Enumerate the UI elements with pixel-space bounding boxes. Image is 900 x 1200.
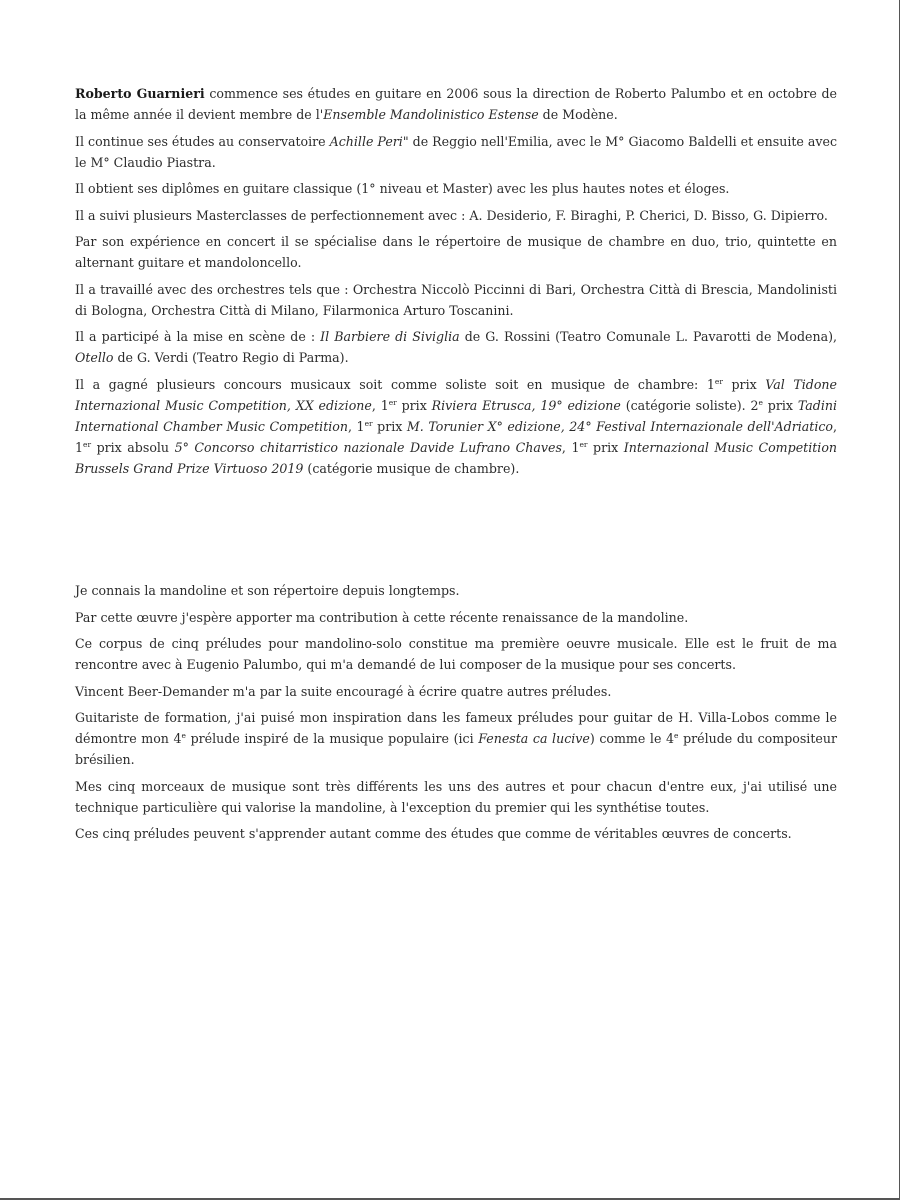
bio-paragraph-7: Il a participé à la mise en scène de : Il Barbiere di Siviglia de G. Rossini (Teatro Comunale L. Pavarotti de Modena), Otello de G. Verdi (Teatro Regio di Parma). xyxy=(75,329,837,365)
competition-name: 5° Concorso chitarristico nazionale Davide Lufrano Chaves xyxy=(174,439,562,455)
bio-paragraph-8: Il a gagné plusieurs concours musicaux soit comme soliste soit en musique de chambre: 1er prix Val Tidone Internazional Music Competition, XX edizione, 1er prix Riviera Etrusca, 19° edizione (catégorie soliste). 2e prix Tadini International Chamber Music Competition, 1er prix M. Torunier X° edizione, 24° Festival Internazionale dell'Adriatico, 1er prix absolu 5° Concorso chitarristico nazionale Davide Lufrano Chaves, 1er prix Internazional Music Competition Brussels Grand Prize Virtuoso 2019 (catégorie musique de chambre). xyxy=(75,376,838,476)
note-paragraph-4: Vincent Beer-Demander m'a par la suite encouragé à écrire quatre autres préludes. xyxy=(75,683,612,699)
note-paragraph-7: Ces cinq préludes peuvent s'apprender autant comme des études que comme de véritables œuvres de concerts. xyxy=(75,826,792,841)
bio-paragraph-4: Il a suivi plusieurs Masterclasses de perfectionnement avec : A. Desiderio, F. Biraghi, P. Cherici, D. Bisso, G. Dipierro. xyxy=(75,207,828,223)
opera-title: Otello xyxy=(75,350,114,365)
competition-name: Val Tidone Internazional Music Competition, XX edizione xyxy=(75,376,837,413)
bio-paragraph-3: Il obtient ses diplômes en guitare classique (1° niveau et Master) avec les plus hautes notes et éloges. xyxy=(75,181,730,196)
composer-name: Roberto Guarnieri xyxy=(75,86,205,101)
note-paragraph-6: Mes cinq morceaux de musique sont très différents les uns des autres et pour chacun d'entre eux, j'ai utilisé une technique particulière qui valorise la mandoline, à l'exception du premier qui les synthétise toutes. xyxy=(75,778,837,815)
bio-paragraph-6: Il a travaillé avec des orchestres tels que : Orchestra Niccolò Piccinni di Bari, Orchestra Città di Brescia, Mandolinisti di Bologna, Orchestra Città di Milano, Filarmonica Arturo Toscanini. xyxy=(75,281,837,318)
opera-title: Il Barbiere di Siviglia xyxy=(320,329,460,344)
bio-paragraph-2: Il continue ses études au conservatoire Achille Peri" de Reggio nell'Emilia, avec le M° Giacomo Baldelli et ensuite avec le M° Claudio Piastra. xyxy=(75,133,837,170)
note-paragraph-2: Par cette œuvre j'espère apporter ma contribution à cette récente renaissance de la mandoline. xyxy=(75,609,689,625)
competition-name: Internazional Music Competition Brussels Grand Prize Virtuoso 2019 xyxy=(75,439,838,476)
bio-paragraph-1: Roberto Guarnieri commence ses études en guitare en 2006 sous la direction de Roberto Palumbo et en octobre de la même année il devient membre de l'Ensemble Mandolinistico Estense de Modène. xyxy=(75,86,837,122)
ensemble-name: Ensemble Mandolinistico Estense xyxy=(323,107,539,122)
note-paragraph-3: Ce corpus de cinq préludes pour mandolino-solo constitue ma première oeuvre musicale. Elle est le fruit de ma rencontre avec à Eugenio Palumbo, qui m'a demandé de lui composer de la musique pour ses concerts. xyxy=(75,636,837,672)
composer-note-section xyxy=(75,580,837,850)
biography-section xyxy=(75,83,837,484)
competition-name: M. Torunier X° edizione, 24° Festival Internazionale dell'Adriatico xyxy=(406,418,833,434)
competition-name: Tadini International Chamber Music Competition xyxy=(75,397,838,434)
song-title: Fenesta ca lucive xyxy=(478,731,590,746)
competition-name: Riviera Etrusca, 19° edizione xyxy=(431,397,621,413)
note-paragraph-1: Je connais la mandoline et son répertoire depuis longtemps. xyxy=(75,583,460,598)
bio-paragraph-5: Par son expérience en concert il se spécialise dans le répertoire de musique de chambre en duo, trio, quintette en alternant guitare et mandoloncello. xyxy=(75,234,837,270)
note-paragraph-5: Guitariste de formation, j'ai puisé mon inspiration dans les fameux préludes pour guitar de H. Villa-Lobos comme le démontre mon 4e prélude inspiré de la musique populaire (ici Fenesta ca lucive) comme le 4e prélude du compositeur brésilien. xyxy=(75,710,837,767)
conservatoire-name: Achille Peri xyxy=(329,133,403,149)
